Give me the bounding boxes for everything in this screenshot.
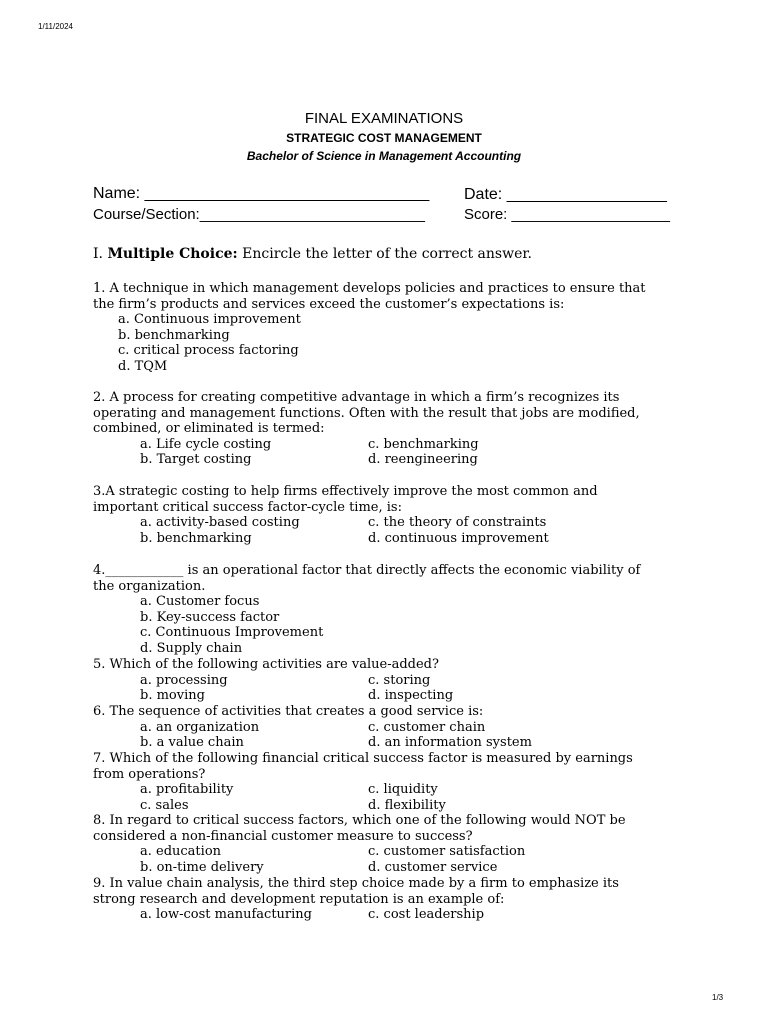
- question-3: [93, 484, 693, 546]
- choice[interactable]: b. benchmarking: [118, 327, 230, 343]
- course-section-field[interactable]: Course/Section:___________________________: [93, 206, 425, 223]
- question-text: 1. A technique in which management develops policies and practices to ensure that: [93, 281, 646, 296]
- section-label: Multiple Choice:: [107, 246, 238, 262]
- choice[interactable]: a. Continuous improvement: [118, 312, 301, 328]
- question-text: 8. In regard to critical success factors, which one of the following would NOT be: [93, 813, 626, 828]
- choice[interactable]: d. reengineering: [368, 452, 478, 468]
- question-text: 6. The sequence of activities that creates a good service is:: [93, 704, 484, 719]
- choice[interactable]: c. critical process factoring: [118, 343, 299, 359]
- question-text: 9. In value chain analysis, the third step choice made by a firm to emphasize its: [93, 876, 619, 891]
- print-date: 1/11/2024: [38, 22, 73, 31]
- choice[interactable]: c. liquidity: [368, 782, 438, 798]
- question-text: the firm’s products and services exceed the customer’s expectations is:: [93, 296, 565, 312]
- exam-subject: STRATEGIC COST MANAGEMENT: [286, 131, 482, 145]
- choice[interactable]: b. moving: [140, 688, 205, 704]
- choice[interactable]: d. an information system: [368, 735, 532, 751]
- choice[interactable]: d. inspecting: [368, 688, 454, 704]
- choice[interactable]: c. sales: [140, 797, 189, 813]
- choice[interactable]: b. a value chain: [140, 735, 244, 751]
- question-text: strong research and development reputation is an example of:: [93, 891, 505, 907]
- question-2: [93, 390, 693, 468]
- question-text: considered a non-financial customer measure to success?: [93, 828, 473, 844]
- score-field[interactable]: Score: ___________________: [464, 206, 671, 223]
- choice[interactable]: c. customer satisfaction: [368, 844, 526, 860]
- question-text: operating and management functions. Often with the result that jobs are modified,: [93, 405, 640, 421]
- question-4: [93, 563, 693, 657]
- question-text: 5. Which of the following activities are value-added?: [93, 657, 439, 672]
- choice[interactable]: c. benchmarking: [368, 436, 479, 452]
- exam-program: Bachelor of Science in Management Accounting: [246, 149, 522, 163]
- choice[interactable]: d. Supply chain: [140, 640, 243, 656]
- choice[interactable]: a. education: [140, 844, 222, 860]
- choice[interactable]: d. flexibility: [368, 797, 446, 813]
- question-8: [93, 813, 693, 875]
- choice[interactable]: d. TQM: [118, 358, 168, 374]
- question-text: combined, or eliminated is termed:: [93, 421, 325, 437]
- choice[interactable]: a. activity-based costing: [140, 515, 300, 531]
- question-1: [93, 281, 693, 375]
- choice[interactable]: c. the theory of constraints: [368, 515, 547, 531]
- name-field[interactable]: Name: ________________________________: [93, 185, 430, 202]
- choice[interactable]: c. cost leadership: [368, 907, 485, 923]
- page-number: 1/3: [712, 993, 724, 1002]
- question-text: 3.A strategic costing to help firms effectively improve the most common and: [93, 484, 598, 499]
- question-text: 4.____________ is an operational factor that directly affects the economic viability of: [93, 563, 641, 578]
- date-field[interactable]: Date: __________________: [464, 186, 667, 203]
- choice[interactable]: a. processing: [140, 672, 228, 688]
- question-5: [93, 657, 693, 704]
- question-text: the organization.: [93, 578, 206, 594]
- exam-title: FINAL EXAMINATIONS: [304, 110, 464, 127]
- section-instruction: Encircle the letter of the correct answer.: [242, 246, 532, 262]
- section-heading: [93, 247, 532, 263]
- choice[interactable]: c. storing: [368, 672, 431, 688]
- choice[interactable]: b. benchmarking: [140, 530, 252, 546]
- question-7: [93, 751, 693, 813]
- choice[interactable]: a. low-cost manufacturing: [140, 907, 312, 923]
- question-text: important critical success factor-cycle time, is:: [93, 499, 402, 515]
- question-text: 2. A process for creating competitive advantage in which a firm’s recognizes its: [93, 390, 620, 405]
- choice[interactable]: a. an organization: [140, 719, 260, 735]
- choice[interactable]: a. Customer focus: [140, 594, 260, 610]
- choice[interactable]: c. customer chain: [368, 719, 486, 735]
- choice[interactable]: d. continuous improvement: [368, 530, 549, 546]
- question-text: 7. Which of the following financial critical success factor is measured by earnings: [93, 751, 633, 766]
- choice[interactable]: a. Life cycle costing: [140, 436, 272, 452]
- question-6: [93, 704, 693, 751]
- section-number: I.: [93, 246, 103, 262]
- choice[interactable]: b. Key-success factor: [140, 609, 280, 625]
- choice[interactable]: a. profitability: [140, 782, 234, 798]
- choice[interactable]: b. Target costing: [140, 452, 252, 468]
- choice[interactable]: d. customer service: [368, 859, 498, 875]
- question-text: from operations?: [93, 766, 206, 782]
- choice[interactable]: c. Continuous Improvement: [140, 625, 324, 641]
- question-9: [93, 876, 693, 923]
- choice[interactable]: b. on-time delivery: [140, 859, 264, 875]
